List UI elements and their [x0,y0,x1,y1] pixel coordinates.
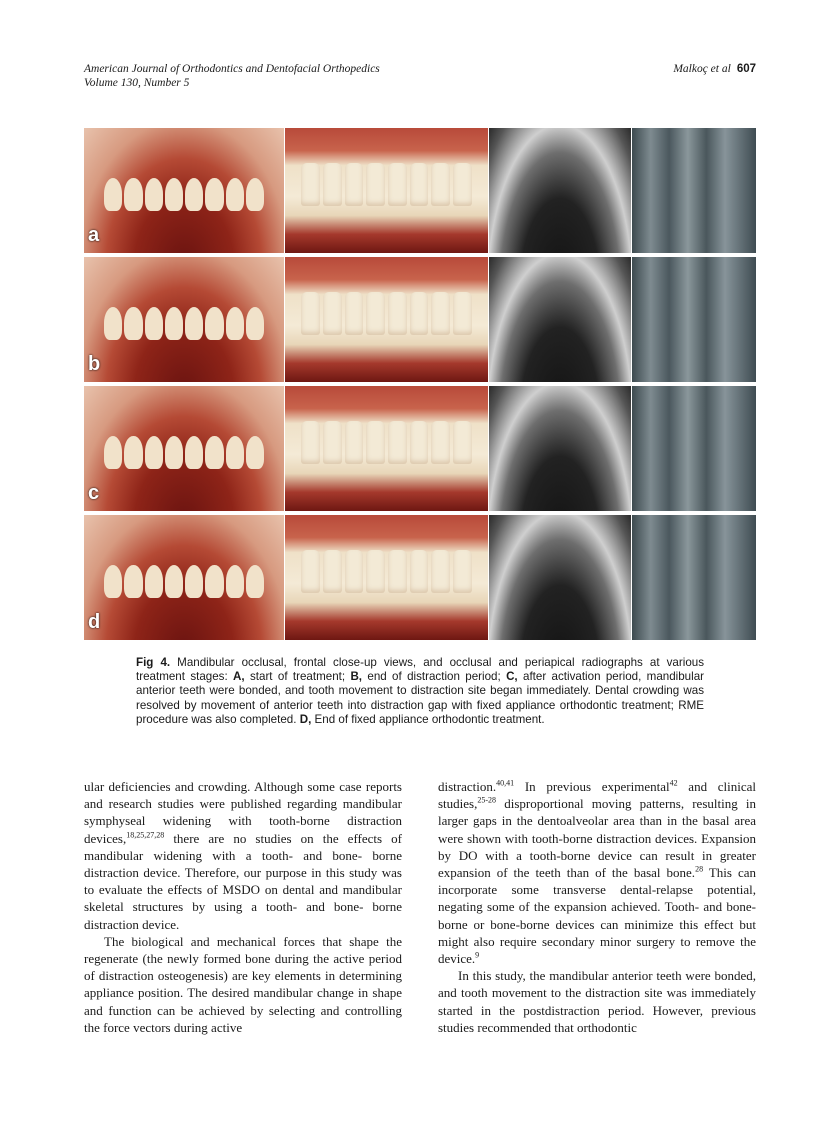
caption-stage-b: B, [350,670,363,684]
frontal-photo [285,257,488,382]
body-column-left [84,778,402,1036]
running-header [84,62,756,90]
row-label: a [88,224,100,246]
occlusal-radiograph [489,257,631,382]
occlusal-photo [84,257,284,382]
figure-caption [136,656,704,727]
periapical-radiograph [632,515,756,640]
frontal-photo [285,128,488,253]
occlusal-radiograph [489,128,631,253]
occlusal-radiograph [489,386,631,511]
page-number: 607 [736,63,756,75]
body-text: This can incorporate some transverse dental-relapse potential, negating some of the expansion achieved. Tooth- and bone- borne or bone-borne devices can minimize this effect but might also require secondary minor surgery to remove the device. [438,865,756,967]
citation: 9 [475,950,480,960]
frontal-photo [285,515,488,640]
caption-text: start of treatment; [244,670,351,684]
periapical-radiograph [632,128,756,253]
author-names: Malkoç et al [673,63,731,75]
figure-row-b [84,257,756,382]
caption-text: after activation period, mandibular anterior teeth were bonded, and tooth movement to distraction site began immediately. Dental crowding was resolved by movement of anterior teeth into distraction gap with fixed appliance orthodontic treatment; RME procedure was also completed. [136,670,705,726]
caption-stage-c: C, [506,670,518,684]
citation: 25-28 [477,795,497,805]
caption-text: End of fixed appliance orthodontic treatment. [311,712,545,726]
body-column-right [438,778,756,1036]
occlusal-photo [84,515,284,640]
body-text: distraction. [438,779,497,794]
figure-row-a [84,128,756,253]
body-paragraph: In this study, the mandibular anterior teeth were bonded, and tooth movement to the distraction site was immediately started in the postdistraction period. However, previous studies recommended that orthodontic [438,968,756,1035]
body-text: disproportional moving patterns, resulting in larger gaps in the dentoalveolar area than in the basal area were shown with tooth-borne distraction devices. Expansion by DO with a tooth-borne device can result in greater expansion of the teeth than of the basal bone. [438,796,756,881]
journal-title: American Journal of Orthodontics and Dentofacial Orthopedics [84,63,380,75]
figure-4 [84,128,756,640]
citation: 42 [669,778,678,788]
body-text: In previous experimental [514,779,670,794]
caption-stage-a: A, [233,670,245,684]
row-label: d [88,611,101,633]
citation: 40,41 [496,778,515,788]
body-text: there are no studies on the effects of mandibular widening with a tooth- and bone- borne distraction device. Therefore, our purpose in this study was to evaluate the effects of MSDO on dental and mandibular skeletal structures by using a tooth- and bone- borne distraction device. [84,830,402,932]
citation: 18,25,27,28 [126,830,165,840]
caption-text: Mandibular occlusal, frontal close-up views, and occlusal and periapical radiographs at various treatment stages: [136,656,705,684]
figure-row-d [84,515,756,640]
row-label: c [88,482,100,504]
body-text: and clinical studies, [438,779,756,812]
body-paragraph [438,778,756,967]
figure-row-c [84,386,756,511]
body-text: ular deficiencies and crowding. Although some case reports and research studies were published regarding mandibular symphyseal widening with tooth-borne distraction devices, [84,779,402,846]
frontal-photo [285,386,488,511]
body-paragraph: The biological and mechanical forces that shape the regenerate (the newly formed bone during the active period of distraction osteogenesis) are key elements in determining appliance position. The desired mandibular change in shape and function can be achieved by selecting and controlling the force vectors during active [84,933,402,1035]
occlusal-radiograph [489,515,631,640]
caption-stage-d: D, [299,712,312,726]
periapical-radiograph [632,386,756,511]
body-paragraph [84,778,402,933]
header-right [673,62,756,76]
row-label: b [88,353,101,375]
citation: 28 [695,864,704,874]
journal-volume: Volume 130, Number 5 [84,77,190,89]
caption-fig-label: Fig 4. [136,656,171,669]
caption-text: end of distraction period; [362,670,507,684]
occlusal-photo [84,128,284,253]
periapical-radiograph [632,257,756,382]
occlusal-photo [84,386,284,511]
